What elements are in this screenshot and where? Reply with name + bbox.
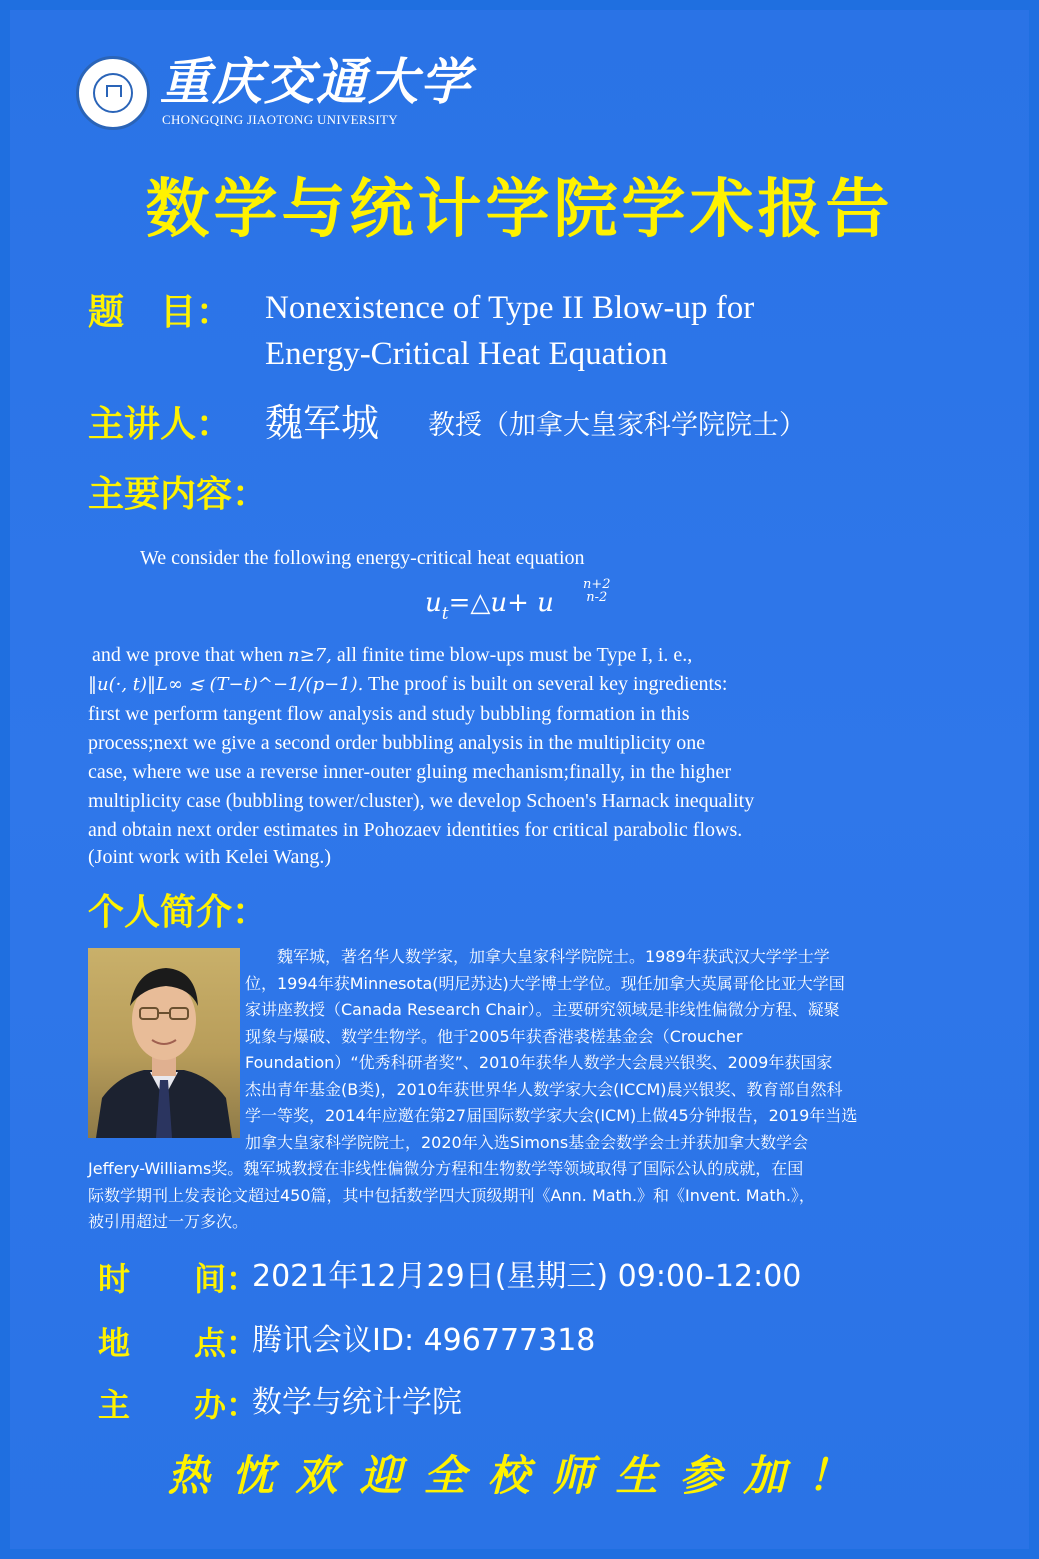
equation-lhs-subscript: t	[441, 604, 449, 624]
abstract-intro: We consider the following energy-critical heat equation	[140, 547, 585, 569]
place-label: 地 点：	[98, 1324, 259, 1362]
university-name-cn: 重庆交通大学	[160, 52, 472, 111]
inline-math: n≥7,	[288, 645, 332, 666]
topic-line-2: Energy-Critical Heat Equation	[265, 336, 668, 372]
bio-line: Jeffery-Williams奖。魏军城教授在非线性偏微分方程和生物数学等领域取得了国际公认的成就，在国	[88, 1159, 804, 1178]
bio-line: 家讲座教授（Canada Research Chair）。主要研究领域是非线性偏微分方程、凝聚	[245, 1000, 840, 1019]
bio-line: 被引用超过一万多次。	[88, 1212, 249, 1231]
bio-line: 加拿大皇家科学院院士，2020年入选Simons基金会数学会士并获加拿大数学会	[245, 1132, 809, 1152]
exponent-numerator: n+2	[583, 577, 611, 592]
equation-rhs: =△u+ u	[448, 588, 554, 618]
abstract-line	[92, 641, 692, 670]
speaker-label: 主讲人：	[88, 404, 233, 445]
place-value: 腾讯会议ID: 496777318	[252, 1323, 596, 1358]
abstract-line: first we perform tangent flow analysis and study bubbling formation in this	[88, 703, 690, 725]
abstract-line	[88, 670, 727, 699]
bio-line: Foundation）“优秀科研者奖”、2010年获华人数学大会晨兴银奖、2009年获国家	[245, 1053, 833, 1072]
abstract-line: multiplicity case (bubbling tower/cluster), we develop Schoen's Harnack inequality	[88, 790, 755, 812]
heat-equation	[425, 577, 611, 624]
bio-line: 际数学期刊上发表论文超过450篇，其中包括数学四大顶级期刊《Ann. Math.》和《Invent. Math.》，	[88, 1185, 815, 1205]
university-seal-icon	[76, 56, 150, 130]
poster-title: 数学与统计学院学术报告	[145, 173, 894, 247]
bio-line: 学一等奖，2014年应邀在第27届国际数学家大会(ICM)上做45分钟报告，2019年当选	[245, 1106, 858, 1125]
abstract-body	[88, 700, 754, 869]
topic-label: 题 目：	[88, 292, 233, 333]
content-label: 主要内容：	[88, 474, 269, 515]
host-value: 数学与统计学院	[252, 1385, 462, 1420]
topic-line-1: Nonexistence of Type II Blow-up for	[265, 290, 755, 326]
bio-line: 魏军城，著名华人数学家，加拿大皇家科学院院士。1989年获武汉大学学士学	[245, 947, 830, 966]
speaker-name: 魏军城	[265, 401, 380, 445]
abstract-text: and we prove that when	[92, 644, 289, 666]
exponent-denominator: n-2	[586, 590, 608, 605]
bio-label: 个人简介：	[88, 892, 269, 933]
time-value: 2021年12月29日(星期三) 09:00-12:00	[252, 1259, 802, 1294]
bio-line: 位，1994年获Minnesota(明尼苏达)大学博士学位。现任加拿大英属哥伦比亚大学国	[245, 973, 845, 993]
topic-text	[265, 285, 754, 377]
bio-text-beside-photo	[245, 944, 857, 1156]
equation-exponent	[583, 578, 611, 604]
inline-math: ‖u(·, t)‖L∞ ≲ (T−t)^−1/(p−1).	[88, 674, 364, 695]
abstract-text: all finite time blow-ups must be Type I, i. e.,	[331, 644, 693, 666]
bio-line: 杰出青年基金(B类)，2010年获世界华人数学家大会(ICCM)晨兴银奖、教育部自然科	[245, 1079, 843, 1099]
host-label: 主 办：	[98, 1386, 259, 1424]
speaker-title: 教授（加拿大皇家科学院院士）	[428, 410, 806, 441]
abstract-line: (Joint work with Kelei Wang.)	[88, 846, 331, 868]
equation-lhs: u	[425, 588, 442, 618]
time-label: 时 间：	[98, 1260, 259, 1298]
abstract-line: case, where we use a reverse inner-outer gluing mechanism;finally, in the higher	[88, 761, 732, 783]
welcome-slogan: 热忱欢迎全校师生参加！	[167, 1451, 872, 1500]
university-name-en: CHONGQING JIAOTONG UNIVERSITY	[162, 112, 398, 127]
speaker-photo	[88, 948, 240, 1138]
abstract-text: The proof is built on several key ingredients:	[363, 673, 728, 695]
abstract-line: process;next we give a second order bubbling analysis in the multiplicity one	[88, 732, 706, 754]
bio-line: 现象与爆破、数学生物学。他于2005年获香港裘槎基金会（Croucher	[245, 1026, 743, 1046]
abstract-line: and obtain next order estimates in Pohozaev identities for critical parabolic flows.	[88, 819, 743, 841]
bio-text-full	[88, 1156, 815, 1236]
